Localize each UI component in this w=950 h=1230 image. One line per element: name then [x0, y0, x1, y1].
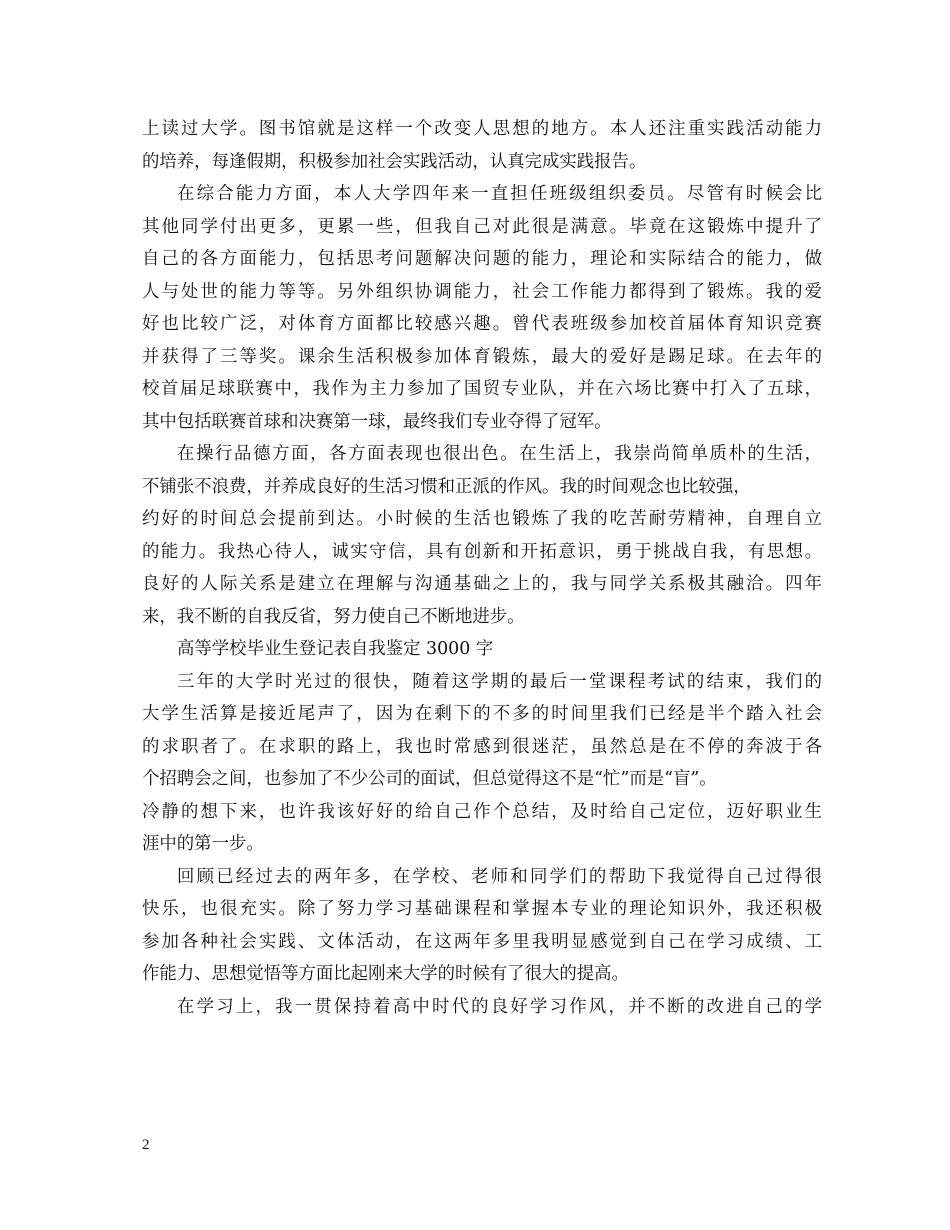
text-line: 不铺张不浪费，并养成良好的生活习惯和正派的作风。我的时间观念也比较强，	[142, 476, 751, 497]
text-line: 涯中的第一步。	[142, 834, 264, 854]
text-line: 冷静的想下来，也许我该好好的给自己作个总结，及时给自己定位，迈好职业生	[142, 801, 822, 822]
text-line: 其他同学付出更多，更累一些，但我自己对此很是满意。毕竟在这锻炼中提升了	[142, 216, 822, 237]
text-line: 在操行品德方面，各方面表现也很出色。在生活上，我崇尚简单质朴的生活，	[177, 444, 822, 464]
text-line: 大学生活算是接近尾声了，因为在剩下的不多的时间里我们已经是半个踏入社会	[142, 704, 822, 724]
text-line: 良好的人际关系是建立在理解与沟通基础之上的，我与同学关系极其融洽。四年	[142, 574, 822, 594]
text-line: 来，我不断的自我反省，努力使自己不断地进步。	[142, 606, 525, 627]
text-line: 人与处世的能力等等。另外组织协调能力，社会工作能力都得到了锻炼。我的爱	[142, 281, 822, 302]
text-line: 上读过大学。图书馆就是这样一个改变人思想的地方。本人还注重实践活动能力	[142, 119, 822, 139]
text-line: 作能力、思想觉悟等方面比起刚来大学的时候有了很大的提高。	[142, 964, 629, 984]
text-line: 的求职者了。在求职的路上，我也时常感到很迷茫，虽然总是在不停的奔波于各	[142, 736, 822, 757]
text-line: 约好的时间总会提前到达。小时候的生活也锻炼了我的吃苦耐劳精神，自理自立	[142, 509, 822, 529]
text-line: 三年的大学时光过的很快，随着这学期的最后一堂课程考试的结束，我们的	[177, 671, 822, 692]
text-line: 好也比较广泛，对体育方面都比较感兴趣。曾代表班级参加校首届体育知识竞赛	[142, 314, 822, 334]
page-number: 2	[142, 1137, 150, 1153]
text-line: 的培养，每逢假期，积极参加社会实践活动，认真完成实践报告。	[142, 151, 647, 172]
text-line: 参加各种社会实践、文体活动，在这两年多里我明显感觉到自己在学习成绩、工	[142, 931, 822, 952]
text-line: 校首届足球联赛中，我作为主力参加了国贸专业队，并在六场比赛中打入了五球，	[142, 379, 822, 399]
text-line: 在学习上，我一贯保持着高中时代的良好学习作风，并不断的改进自己的学	[177, 996, 822, 1017]
text-line: 快乐，也很充实。除了努力学习基础课程和掌握本专业的理论知识外，我还积极	[142, 899, 822, 919]
text-line: 并获得了三等奖。课余生活积极参加体育锻炼，最大的爱好是踢足球。在去年的	[142, 346, 822, 367]
text-line: 其中包括联赛首球和决赛第一球，最终我们专业夺得了冠军。	[142, 411, 612, 432]
text-line: 回顾已经过去的两年多，在学校、老师和同学们的帮助下我觉得自己过得很	[177, 866, 822, 887]
text-line: 自己的各方面能力，包括思考问题解决问题的能力，理论和实际结合的能力，做	[142, 249, 822, 269]
text-line: 在综合能力方面，本人大学四年来一直担任班级组织委员。尽管有时候会比	[177, 184, 822, 204]
body-text	[142, 113, 822, 1023]
section-heading: 高等学校毕业生登记表自我鉴定 3000 字	[177, 639, 494, 659]
text-line: 的能力。我热心待人，诚实守信，具有创新和开拓意识，勇于挑战自我，有思想。	[142, 541, 822, 562]
text-line: 个招聘会之间，也参加了不少公司的面试，但总觉得这不是“忙”而是“盲”。	[142, 769, 717, 789]
